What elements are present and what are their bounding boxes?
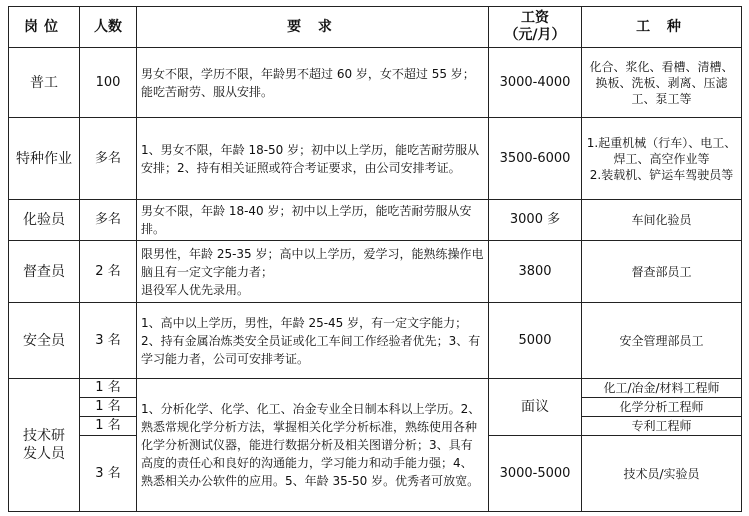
table-row: [9, 241, 742, 303]
salary-cell: 3000-4000: [489, 48, 582, 118]
table-row: [9, 118, 742, 200]
position-cell: 化验员: [9, 200, 80, 241]
salary-cell: 面议: [489, 379, 582, 436]
table-row: [9, 48, 742, 118]
count-cell: 多名: [80, 200, 137, 241]
work-type-cell: 化合、浆化、看槽、清槽、换板、洗板、剥离、压滤工、泵工等: [582, 48, 742, 118]
requirements-cell: 1、高中以上学历，男性，年龄 25-45 岁，有一定文字能力；2、持有金属冶炼类安全员证或化工车间工作经验者优先；3、有学习能力者，公司可安排考证。: [137, 303, 489, 379]
work-type-cell: 督查部员工: [582, 241, 742, 303]
work-type-line: 2.装载机、铲运车驾驶员等: [589, 167, 734, 182]
requirements-cell: 限男性，年龄 25-35 岁；高中以上学历，爱学习，能熟练操作电脑且有一定文字能力者； 退役军人优先录用。: [137, 241, 489, 303]
position-cell: 安全员: [9, 303, 80, 379]
requirements-cell: 1、分析化学、化学、化工、冶金专业全日制本科以上学历。2、熟悉常规化学分析方法，掌握相关化学分析标准，熟练使用各种化学分析测试仪器，能进行数据分析及相关图谱分析；3、具有高度的责任心和良好的沟通能力，学习能力和动手能力强；4、熟悉相关办公软件的应用。5、年龄 35-50 岁。优秀者可放宽。: [137, 379, 489, 512]
header-position: 岗位: [9, 7, 80, 48]
recruitment-table: [8, 6, 742, 512]
salary-cell: 3000-5000: [489, 436, 582, 512]
work-type-cell: 技术员/实验员: [582, 436, 742, 512]
requirements-cell: 男女不限，学历不限，年龄男不超过 60 岁，女不超过 55 岁；能吃苦耐劳、服从安排。: [137, 48, 489, 118]
header-row: [9, 7, 742, 48]
requirements-cell: 男女不限，年龄 18-40 岁；初中以上学历，能吃苦耐劳服从安排。: [137, 200, 489, 241]
requirements-cell: 1、男女不限，年龄 18-50 岁；初中以上学历，能吃苦耐劳服从安排；2、持有相关证照或符合考证要求，由公司安排考证。: [137, 118, 489, 200]
table-row: [9, 200, 742, 241]
header-requirements: 要 求: [137, 7, 489, 48]
count-cell: 3 名: [80, 436, 137, 512]
position-cell: 普工: [9, 48, 80, 118]
salary-cell: 5000: [489, 303, 582, 379]
position-cell: 技术研发人员: [9, 379, 80, 512]
header-count: 人数: [80, 7, 137, 48]
count-cell: 2 名: [80, 241, 137, 303]
count-cell: 1 名: [80, 398, 137, 417]
salary-cell: 3500-6000: [489, 118, 582, 200]
work-type-cell: 车间化验员: [582, 200, 742, 241]
work-type-cell: 安全管理部员工: [582, 303, 742, 379]
table-row: [9, 303, 742, 379]
salary-cell: 3000 多: [489, 200, 582, 241]
salary-cell: 3800: [489, 241, 582, 303]
work-type-line: 1.起重机械（行车）、电工、焊工、高空作业等: [586, 135, 737, 166]
table-row: [9, 379, 742, 398]
position-cell: 特种作业: [9, 118, 80, 200]
count-cell: 多名: [80, 118, 137, 200]
position-cell: 督查员: [9, 241, 80, 303]
work-type-cell: 化学分析工程师: [582, 398, 742, 417]
header-salary: 工资 （元/月）: [489, 7, 582, 48]
count-cell: 3 名: [80, 303, 137, 379]
count-cell: 1 名: [80, 379, 137, 398]
work-type-cell: 化工/冶金/材料工程师: [582, 379, 742, 398]
work-type-cell: [582, 118, 742, 200]
count-cell: 1 名: [80, 417, 137, 436]
header-work-type: 工 种: [582, 7, 742, 48]
work-type-cell: 专利工程师: [582, 417, 742, 436]
count-cell: 100: [80, 48, 137, 118]
